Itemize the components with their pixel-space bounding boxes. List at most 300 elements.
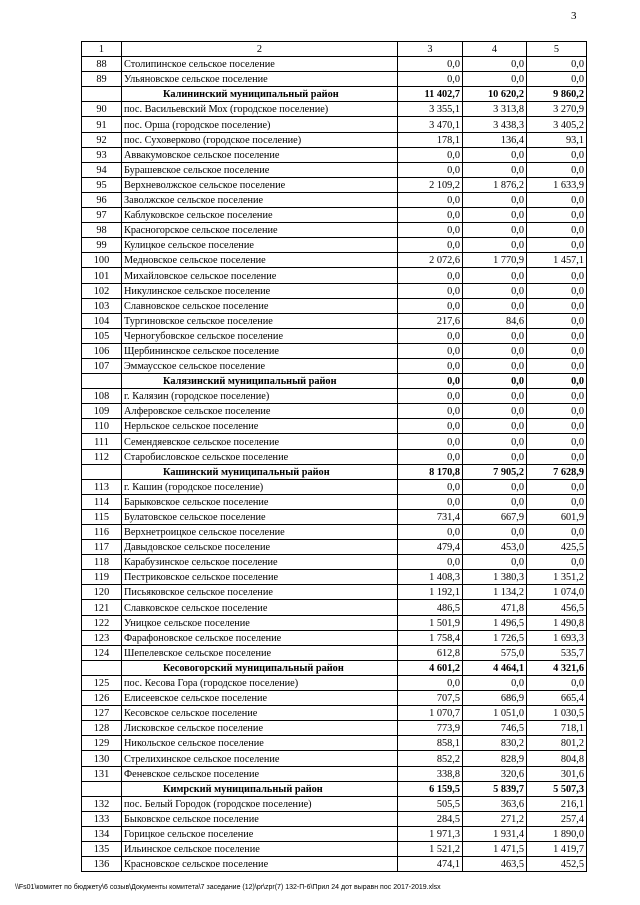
row-number-cell: 89 xyxy=(82,72,122,87)
value-2018-cell: 0,0 xyxy=(463,374,527,389)
row-number-cell xyxy=(82,374,122,389)
value-2019-cell: 0,0 xyxy=(527,343,587,358)
value-2017-cell: 4 601,2 xyxy=(398,660,463,675)
value-2018-cell: 0,0 xyxy=(463,404,527,419)
value-2019-cell: 3 405,2 xyxy=(527,117,587,132)
row-number-cell: 103 xyxy=(82,298,122,313)
value-2019-cell: 0,0 xyxy=(527,494,587,509)
settlement-row xyxy=(82,509,587,524)
settlement-name-cell: Кашинский муниципальный район xyxy=(122,464,398,479)
value-2018-cell: 10 620,2 xyxy=(463,87,527,102)
settlement-row xyxy=(82,132,587,147)
settlement-name-cell: Каблуковское сельское поселение xyxy=(122,208,398,223)
row-number-cell: 97 xyxy=(82,208,122,223)
settlement-name-cell: Верхнетроицкое сельское поселение xyxy=(122,525,398,540)
settlement-name-cell: Бурашевское сельское поселение xyxy=(122,162,398,177)
settlement-name-cell: Давыдовское сельское поселение xyxy=(122,540,398,555)
header-cell-2018: 4 xyxy=(463,42,527,57)
settlement-name-cell: Щербининское сельское поселение xyxy=(122,343,398,358)
page-number: 3 xyxy=(571,10,577,22)
row-number-cell: 109 xyxy=(82,404,122,419)
settlement-name-cell: пос. Белый Городок (городское поселение) xyxy=(122,796,398,811)
value-2018-cell: 0,0 xyxy=(463,298,527,313)
settlement-name-cell: г. Кашин (городское поселение) xyxy=(122,479,398,494)
value-2019-cell: 216,1 xyxy=(527,796,587,811)
settlement-row xyxy=(82,404,587,419)
value-2017-cell: 0,0 xyxy=(398,283,463,298)
row-number-cell: 122 xyxy=(82,615,122,630)
settlement-row xyxy=(82,570,587,585)
settlement-row xyxy=(82,555,587,570)
value-2019-cell: 452,5 xyxy=(527,857,587,872)
district-total-row xyxy=(82,660,587,675)
settlement-row xyxy=(82,283,587,298)
settlement-name-cell: Семендяевское сельское поселение xyxy=(122,434,398,449)
table-header-row xyxy=(82,42,587,57)
row-number-cell: 106 xyxy=(82,343,122,358)
row-number-cell: 127 xyxy=(82,706,122,721)
value-2018-cell: 463,5 xyxy=(463,857,527,872)
value-2018-cell: 1 051,0 xyxy=(463,706,527,721)
row-number-cell: 116 xyxy=(82,525,122,540)
row-number-cell: 110 xyxy=(82,419,122,434)
row-number-cell: 128 xyxy=(82,721,122,736)
settlement-name-cell: пос. Васильевский Мох (городское поселение) xyxy=(122,102,398,117)
settlement-name-cell: Медновское сельское поселение xyxy=(122,253,398,268)
value-2017-cell: 707,5 xyxy=(398,691,463,706)
value-2019-cell: 0,0 xyxy=(527,675,587,690)
row-number-cell: 88 xyxy=(82,57,122,72)
value-2018-cell: 828,9 xyxy=(463,751,527,766)
settlement-name-cell: Славновское сельское поселение xyxy=(122,298,398,313)
settlement-row xyxy=(82,313,587,328)
settlement-name-cell: Тургиновское сельское поселение xyxy=(122,313,398,328)
value-2018-cell: 1 380,3 xyxy=(463,570,527,585)
value-2018-cell: 0,0 xyxy=(463,525,527,540)
value-2018-cell: 0,0 xyxy=(463,419,527,434)
value-2017-cell: 1 501,9 xyxy=(398,615,463,630)
settlement-name-cell: Булатовское сельское поселение xyxy=(122,509,398,524)
settlement-name-cell: Карабузинское сельское поселение xyxy=(122,555,398,570)
settlement-row xyxy=(82,102,587,117)
value-2018-cell: 1 134,2 xyxy=(463,585,527,600)
value-2018-cell: 0,0 xyxy=(463,555,527,570)
row-number-cell: 93 xyxy=(82,147,122,162)
value-2019-cell: 1 074,0 xyxy=(527,585,587,600)
settlement-row xyxy=(82,223,587,238)
value-2017-cell: 0,0 xyxy=(398,434,463,449)
value-2018-cell: 0,0 xyxy=(463,238,527,253)
value-2017-cell: 1 408,3 xyxy=(398,570,463,585)
value-2017-cell: 505,5 xyxy=(398,796,463,811)
settlement-row xyxy=(82,630,587,645)
value-2019-cell: 0,0 xyxy=(527,147,587,162)
value-2019-cell: 257,4 xyxy=(527,811,587,826)
value-2018-cell: 320,6 xyxy=(463,766,527,781)
value-2017-cell: 731,4 xyxy=(398,509,463,524)
settlement-row xyxy=(82,192,587,207)
value-2018-cell: 0,0 xyxy=(463,494,527,509)
settlement-name-cell: Елисеевское сельское поселение xyxy=(122,691,398,706)
value-2017-cell: 1 971,3 xyxy=(398,826,463,841)
value-2019-cell: 665,4 xyxy=(527,691,587,706)
settlement-row xyxy=(82,57,587,72)
value-2017-cell: 852,2 xyxy=(398,751,463,766)
value-2019-cell: 5 507,3 xyxy=(527,781,587,796)
value-2017-cell: 1 070,7 xyxy=(398,706,463,721)
value-2018-cell: 0,0 xyxy=(463,57,527,72)
row-number-cell xyxy=(82,87,122,102)
row-number-cell: 101 xyxy=(82,268,122,283)
value-2019-cell: 0,0 xyxy=(527,404,587,419)
settlement-name-cell: Красновское сельское поселение xyxy=(122,857,398,872)
value-2019-cell: 0,0 xyxy=(527,555,587,570)
value-2019-cell: 0,0 xyxy=(527,283,587,298)
settlement-name-cell: Барыковское сельское поселение xyxy=(122,494,398,509)
row-number-cell: 90 xyxy=(82,102,122,117)
row-number-cell: 117 xyxy=(82,540,122,555)
value-2018-cell: 5 839,7 xyxy=(463,781,527,796)
row-number-cell: 99 xyxy=(82,238,122,253)
district-total-row xyxy=(82,87,587,102)
value-2018-cell: 7 905,2 xyxy=(463,464,527,479)
settlement-name-cell: Черногубовское сельское поселение xyxy=(122,328,398,343)
value-2017-cell: 0,0 xyxy=(398,404,463,419)
value-2018-cell: 271,2 xyxy=(463,811,527,826)
value-2018-cell: 0,0 xyxy=(463,675,527,690)
row-number-cell: 102 xyxy=(82,283,122,298)
settlement-name-cell: Столипинское сельское поселение xyxy=(122,57,398,72)
settlement-row xyxy=(82,706,587,721)
settlement-row xyxy=(82,479,587,494)
value-2017-cell: 3 355,1 xyxy=(398,102,463,117)
settlement-row xyxy=(82,238,587,253)
table-body xyxy=(82,42,587,872)
row-number-cell: 94 xyxy=(82,162,122,177)
value-2017-cell: 0,0 xyxy=(398,72,463,87)
settlement-name-cell: Ильинское сельское поселение xyxy=(122,841,398,856)
settlement-row xyxy=(82,494,587,509)
value-2017-cell: 3 470,1 xyxy=(398,117,463,132)
row-number-cell xyxy=(82,781,122,796)
settlement-row xyxy=(82,268,587,283)
settlement-name-cell: Кимрский муниципальный район xyxy=(122,781,398,796)
value-2019-cell: 0,0 xyxy=(527,298,587,313)
settlement-row xyxy=(82,389,587,404)
value-2019-cell: 7 628,9 xyxy=(527,464,587,479)
value-2018-cell: 363,6 xyxy=(463,796,527,811)
value-2017-cell: 0,0 xyxy=(398,494,463,509)
value-2018-cell: 0,0 xyxy=(463,434,527,449)
settlement-row xyxy=(82,585,587,600)
value-2017-cell: 178,1 xyxy=(398,132,463,147)
value-2019-cell: 93,1 xyxy=(527,132,587,147)
value-2018-cell: 0,0 xyxy=(463,358,527,373)
value-2017-cell: 773,9 xyxy=(398,721,463,736)
value-2018-cell: 0,0 xyxy=(463,479,527,494)
value-2017-cell: 1 521,2 xyxy=(398,841,463,856)
settlement-name-cell: Старобисловское сельское поселение xyxy=(122,449,398,464)
value-2018-cell: 667,9 xyxy=(463,509,527,524)
settlement-name-cell: Верхневолжское сельское поселение xyxy=(122,177,398,192)
value-2017-cell: 479,4 xyxy=(398,540,463,555)
settlement-row xyxy=(82,434,587,449)
row-number-cell xyxy=(82,660,122,675)
district-total-row xyxy=(82,374,587,389)
value-2017-cell: 2 072,6 xyxy=(398,253,463,268)
row-number-cell: 98 xyxy=(82,223,122,238)
value-2017-cell: 0,0 xyxy=(398,147,463,162)
file-path-footer: \\Fs01\комитет по бюджету\6 созыв\Документы комитета\7 заседание (12)\pr\zpr(7) 132-П-6\Прил 24 дот выравн пос 2017-2019.xlsx xyxy=(15,884,441,891)
settlement-name-cell: Пестриковское сельское поселение xyxy=(122,570,398,585)
row-number-cell: 100 xyxy=(82,253,122,268)
budget-table xyxy=(81,41,587,872)
row-number-cell: 107 xyxy=(82,358,122,373)
value-2018-cell: 1 726,5 xyxy=(463,630,527,645)
settlement-row xyxy=(82,358,587,373)
value-2019-cell: 0,0 xyxy=(527,419,587,434)
value-2017-cell: 0,0 xyxy=(398,343,463,358)
value-2017-cell: 0,0 xyxy=(398,419,463,434)
header-cell-2017: 3 xyxy=(398,42,463,57)
settlement-name-cell: пос. Суховерково (городское поселение) xyxy=(122,132,398,147)
value-2018-cell: 0,0 xyxy=(463,268,527,283)
settlement-row xyxy=(82,766,587,781)
value-2017-cell: 2 109,2 xyxy=(398,177,463,192)
value-2018-cell: 1 876,2 xyxy=(463,177,527,192)
settlement-name-cell: пос. Орша (городское поселение) xyxy=(122,117,398,132)
row-number-cell: 112 xyxy=(82,449,122,464)
value-2019-cell: 0,0 xyxy=(527,358,587,373)
settlement-row xyxy=(82,811,587,826)
settlement-name-cell: г. Калязин (городское поселение) xyxy=(122,389,398,404)
settlement-name-cell: Славковское сельское поселение xyxy=(122,600,398,615)
value-2019-cell: 456,5 xyxy=(527,600,587,615)
settlement-name-cell: пос. Кесова Гора (городское поселение) xyxy=(122,675,398,690)
settlement-name-cell: Лисковское сельское поселение xyxy=(122,721,398,736)
settlement-row xyxy=(82,328,587,343)
value-2017-cell: 0,0 xyxy=(398,449,463,464)
settlement-name-cell: Фарафоновское сельское поселение xyxy=(122,630,398,645)
value-2017-cell: 284,5 xyxy=(398,811,463,826)
settlement-name-cell: Заволжское сельское поселение xyxy=(122,192,398,207)
settlement-name-cell: Калининский муниципальный район xyxy=(122,87,398,102)
value-2018-cell: 830,2 xyxy=(463,736,527,751)
value-2019-cell: 301,6 xyxy=(527,766,587,781)
district-total-row xyxy=(82,464,587,479)
row-number-cell: 115 xyxy=(82,509,122,524)
row-number-cell: 96 xyxy=(82,192,122,207)
value-2019-cell: 1 633,9 xyxy=(527,177,587,192)
settlement-row xyxy=(82,117,587,132)
value-2018-cell: 0,0 xyxy=(463,328,527,343)
district-total-row xyxy=(82,781,587,796)
value-2017-cell: 0,0 xyxy=(398,525,463,540)
header-cell-number: 1 xyxy=(82,42,122,57)
header-cell-2019: 5 xyxy=(527,42,587,57)
settlement-row xyxy=(82,841,587,856)
value-2019-cell: 0,0 xyxy=(527,449,587,464)
row-number-cell: 118 xyxy=(82,555,122,570)
settlement-name-cell: Красногорское сельское поселение xyxy=(122,223,398,238)
value-2017-cell: 338,8 xyxy=(398,766,463,781)
value-2019-cell: 718,1 xyxy=(527,721,587,736)
value-2019-cell: 0,0 xyxy=(527,268,587,283)
row-number-cell: 111 xyxy=(82,434,122,449)
row-number-cell: 105 xyxy=(82,328,122,343)
value-2018-cell: 0,0 xyxy=(463,147,527,162)
value-2017-cell: 217,6 xyxy=(398,313,463,328)
row-number-cell: 120 xyxy=(82,585,122,600)
value-2017-cell: 0,0 xyxy=(398,238,463,253)
value-2018-cell: 84,6 xyxy=(463,313,527,328)
value-2017-cell: 858,1 xyxy=(398,736,463,751)
value-2019-cell: 1 490,8 xyxy=(527,615,587,630)
settlement-row xyxy=(82,691,587,706)
value-2019-cell: 0,0 xyxy=(527,223,587,238)
settlement-name-cell: Письяковское сельское поселение xyxy=(122,585,398,600)
value-2017-cell: 0,0 xyxy=(398,358,463,373)
row-number-cell: 91 xyxy=(82,117,122,132)
settlement-row xyxy=(82,540,587,555)
value-2019-cell: 0,0 xyxy=(527,238,587,253)
row-number-cell: 133 xyxy=(82,811,122,826)
value-2017-cell: 0,0 xyxy=(398,223,463,238)
value-2018-cell: 0,0 xyxy=(463,449,527,464)
settlement-row xyxy=(82,208,587,223)
value-2017-cell: 0,0 xyxy=(398,328,463,343)
settlement-name-cell: Михайловское сельское поселение xyxy=(122,268,398,283)
row-number-cell: 114 xyxy=(82,494,122,509)
value-2017-cell: 486,5 xyxy=(398,600,463,615)
settlement-row xyxy=(82,751,587,766)
settlement-row xyxy=(82,826,587,841)
row-number-cell: 121 xyxy=(82,600,122,615)
value-2018-cell: 1 931,4 xyxy=(463,826,527,841)
settlement-row xyxy=(82,736,587,751)
settlement-row xyxy=(82,645,587,660)
settlement-row xyxy=(82,721,587,736)
row-number-cell: 92 xyxy=(82,132,122,147)
settlement-row xyxy=(82,600,587,615)
row-number-cell: 124 xyxy=(82,645,122,660)
value-2017-cell: 1 758,4 xyxy=(398,630,463,645)
value-2019-cell: 0,0 xyxy=(527,192,587,207)
value-2017-cell: 8 170,8 xyxy=(398,464,463,479)
settlement-row xyxy=(82,177,587,192)
row-number-cell xyxy=(82,464,122,479)
value-2017-cell: 11 402,7 xyxy=(398,87,463,102)
row-number-cell: 129 xyxy=(82,736,122,751)
settlement-name-cell: Кесовогорский муниципальный район xyxy=(122,660,398,675)
settlement-name-cell: Кесовское сельское поселение xyxy=(122,706,398,721)
value-2019-cell: 1 890,0 xyxy=(527,826,587,841)
value-2017-cell: 0,0 xyxy=(398,555,463,570)
value-2017-cell: 0,0 xyxy=(398,192,463,207)
value-2018-cell: 453,0 xyxy=(463,540,527,555)
value-2018-cell: 0,0 xyxy=(463,72,527,87)
value-2017-cell: 0,0 xyxy=(398,675,463,690)
value-2019-cell: 0,0 xyxy=(527,72,587,87)
settlement-row xyxy=(82,147,587,162)
value-2017-cell: 0,0 xyxy=(398,57,463,72)
settlement-name-cell: Калязинский муниципальный район xyxy=(122,374,398,389)
settlement-row xyxy=(82,419,587,434)
value-2019-cell: 0,0 xyxy=(527,374,587,389)
value-2019-cell: 1 351,2 xyxy=(527,570,587,585)
value-2019-cell: 0,0 xyxy=(527,313,587,328)
value-2018-cell: 686,9 xyxy=(463,691,527,706)
settlement-row xyxy=(82,343,587,358)
settlement-row xyxy=(82,525,587,540)
row-number-cell: 136 xyxy=(82,857,122,872)
value-2018-cell: 3 438,3 xyxy=(463,117,527,132)
value-2018-cell: 471,8 xyxy=(463,600,527,615)
settlement-name-cell: Феневское сельское поселение xyxy=(122,766,398,781)
value-2017-cell: 0,0 xyxy=(398,389,463,404)
settlement-name-cell: Горицкое сельское поселение xyxy=(122,826,398,841)
value-2017-cell: 6 159,5 xyxy=(398,781,463,796)
settlement-row xyxy=(82,675,587,690)
value-2019-cell: 1 030,5 xyxy=(527,706,587,721)
settlement-name-cell: Никулинское сельское поселение xyxy=(122,283,398,298)
settlement-name-cell: Нерльское сельское поселение xyxy=(122,419,398,434)
settlement-name-cell: Быковское сельское поселение xyxy=(122,811,398,826)
value-2019-cell: 3 270,9 xyxy=(527,102,587,117)
row-number-cell: 123 xyxy=(82,630,122,645)
value-2019-cell: 1 419,7 xyxy=(527,841,587,856)
settlement-row xyxy=(82,298,587,313)
value-2019-cell: 804,8 xyxy=(527,751,587,766)
row-number-cell: 108 xyxy=(82,389,122,404)
value-2019-cell: 0,0 xyxy=(527,162,587,177)
value-2017-cell: 474,1 xyxy=(398,857,463,872)
value-2017-cell: 1 192,1 xyxy=(398,585,463,600)
value-2018-cell: 1 471,5 xyxy=(463,841,527,856)
value-2018-cell: 136,4 xyxy=(463,132,527,147)
settlement-name-cell: Уницкое сельское поселение xyxy=(122,615,398,630)
value-2018-cell: 3 313,8 xyxy=(463,102,527,117)
value-2017-cell: 0,0 xyxy=(398,479,463,494)
row-number-cell: 131 xyxy=(82,766,122,781)
settlement-name-cell: Стрелихинское сельское поселение xyxy=(122,751,398,766)
value-2019-cell: 0,0 xyxy=(527,434,587,449)
value-2018-cell: 0,0 xyxy=(463,162,527,177)
row-number-cell: 119 xyxy=(82,570,122,585)
value-2017-cell: 0,0 xyxy=(398,162,463,177)
value-2018-cell: 4 464,1 xyxy=(463,660,527,675)
row-number-cell: 135 xyxy=(82,841,122,856)
settlement-name-cell: Аввакумовское сельское поселение xyxy=(122,147,398,162)
value-2018-cell: 0,0 xyxy=(463,343,527,358)
value-2018-cell: 0,0 xyxy=(463,389,527,404)
value-2017-cell: 0,0 xyxy=(398,374,463,389)
row-number-cell: 134 xyxy=(82,826,122,841)
value-2019-cell: 1 457,1 xyxy=(527,253,587,268)
value-2019-cell: 0,0 xyxy=(527,389,587,404)
settlement-row xyxy=(82,857,587,872)
value-2019-cell: 0,0 xyxy=(527,525,587,540)
value-2017-cell: 0,0 xyxy=(398,268,463,283)
value-2018-cell: 575,0 xyxy=(463,645,527,660)
value-2017-cell: 0,0 xyxy=(398,298,463,313)
value-2019-cell: 9 860,2 xyxy=(527,87,587,102)
value-2019-cell: 0,0 xyxy=(527,208,587,223)
header-cell-name: 2 xyxy=(122,42,398,57)
settlement-name-cell: Никольское сельское поселение xyxy=(122,736,398,751)
settlement-name-cell: Ульяновское сельское поселение xyxy=(122,72,398,87)
value-2019-cell: 601,9 xyxy=(527,509,587,524)
